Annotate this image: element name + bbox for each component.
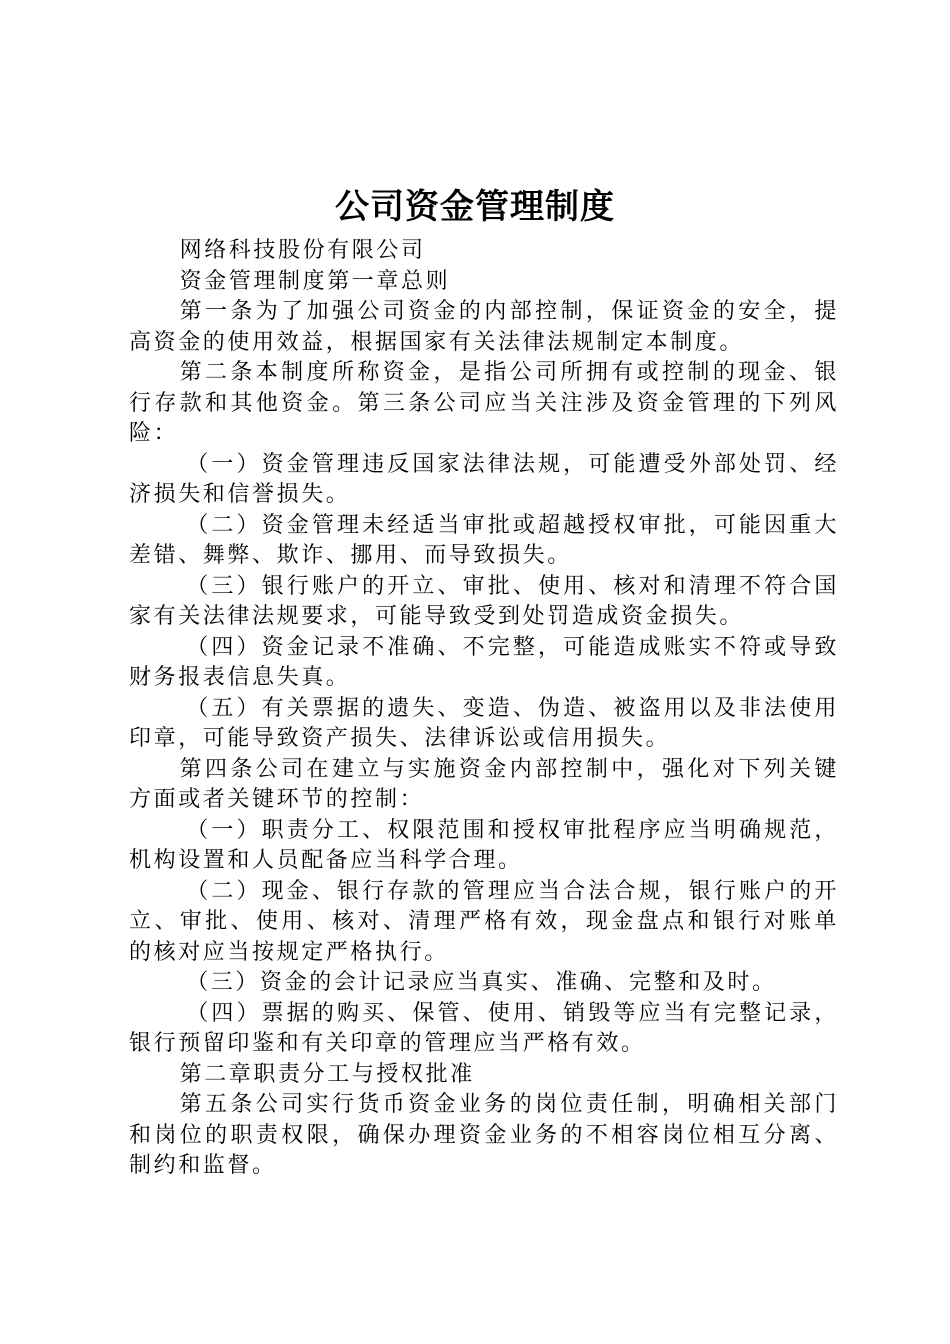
paragraph-risk-1: （一）资金管理违反国家法律法规，可能遭受外部处罚、经济损失和信誉损失。 bbox=[129, 451, 839, 507]
paragraph-article-5: 第五条公司实行货币资金业务的岗位责任制，明确相关部门和岗位的职责权限，确保办理资金业务的不相容岗位相互分离、制约和监督。 bbox=[129, 1092, 839, 1178]
paragraph-risk-5: （五）有关票据的遗失、变造、伪造、被盗用以及非法使用印章，可能导致资产损失、法律诉讼或信用损失。 bbox=[129, 695, 839, 751]
paragraph-control-3: （三）资金的会计记录应当真实、准确、完整和及时。 bbox=[186, 970, 777, 995]
paragraph-chapter-1-heading: 资金管理制度第一章总则 bbox=[179, 268, 451, 294]
paragraph-control-4: （四）票据的购买、保管、使用、销毁等应当有完整记录，银行预留印鉴和有关印章的管理应当严格有效。 bbox=[129, 1000, 839, 1056]
paragraph-article-4: 第四条公司在建立与实施资金内部控制中，强化对下列关键方面或者关键环节的控制： bbox=[129, 756, 839, 812]
paragraph-chapter-2-heading: 第二章职责分工与授权批准 bbox=[179, 1061, 475, 1087]
paragraph-control-2: （二）现金、银行存款的管理应当合法合规，银行账户的开立、审批、使用、核对、清理严格有效，现金盘点和银行对账单的核对应当按规定严格执行。 bbox=[129, 878, 839, 965]
page-title: 公司资金管理制度 bbox=[335, 187, 615, 227]
paragraph-risk-2: （二）资金管理未经适当审批或超越授权审批，可能因重大差错、舞弊、欺诈、挪用、而导致损失。 bbox=[129, 512, 839, 568]
document-body bbox=[129, 236, 839, 1182]
paragraph-risk-4: （四）资金记录不准确、不完整，可能造成账实不符或导致财务报表信息失真。 bbox=[129, 634, 839, 690]
paragraph-risk-3: （三）银行账户的开立、审批、使用、核对和清理不符合国家有关法律法规要求，可能导致受到处罚造成资金损失。 bbox=[129, 573, 839, 629]
paragraph-article-1: 第一条为了加强公司资金的内部控制，保证资金的安全，提高资金的使用效益，根据国家有关法律法规制定本制度。 bbox=[129, 299, 839, 355]
paragraph-company-name: 网络科技股份有限公司 bbox=[179, 238, 426, 263]
paragraph-control-1: （一）职责分工、权限范围和授权审批程序应当明确规范，机构设置和人员配备应当科学合理。 bbox=[129, 817, 839, 873]
paragraph-article-2-3: 第二条本制度所称资金，是指公司所拥有或控制的现金、银行存款和其他资金。第三条公司应当关注涉及资金管理的下列风险： bbox=[129, 360, 839, 446]
